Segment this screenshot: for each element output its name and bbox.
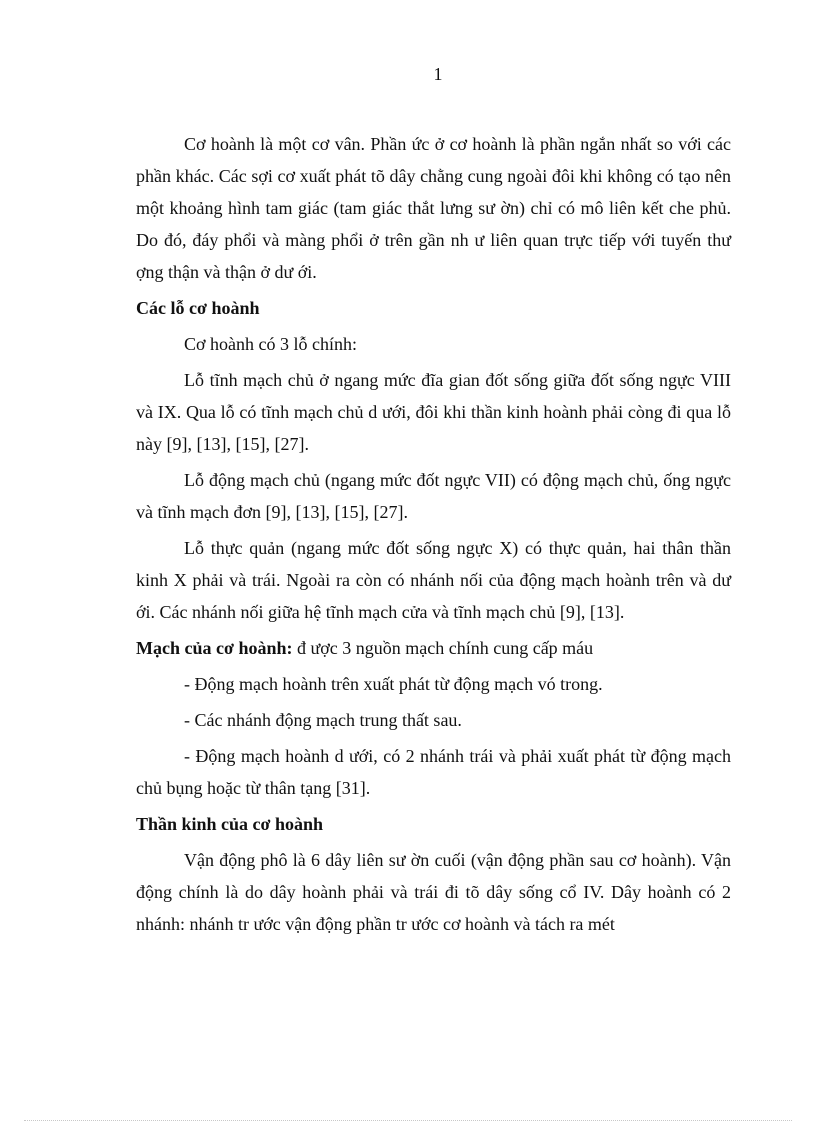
heading-blood-supply-line [136, 632, 731, 664]
blood-supply-description: đ ược 3 nguồn mạch chính cung cấp máu [292, 638, 594, 658]
paragraph-nerve-supply: Vận động phô là 6 dây liên sư ờn cuối (vận động phần sau cơ hoành). Vận động chính là do dây hoành phải và trái đi tõ dây sống cổ IV. Dây hoành có 2 nhánh: nhánh tr ước vận động phần tr ước cơ hoành và tách ra mét [136, 850, 731, 934]
bullet-inferior-phrenic-artery: - Động mạch hoành d ưới, có 2 nhánh trái và phải xuất phát từ động mạch chủ bụng hoặc từ thân tạng [31]. [136, 746, 731, 798]
paragraph-three-openings: Cơ hoành có 3 lỗ chính: [184, 334, 357, 354]
page-bottom-rule [24, 1120, 792, 1121]
heading-diaphragm-openings: Các lỗ cơ hoành [136, 298, 260, 318]
page-number: 1 [433, 64, 443, 84]
paragraph-esophageal-opening: Lỗ thực quản (ngang mức đốt sống ngực X) có thực quản, hai thân thần kinh X phải và trái. Ngoài ra còn có nhánh nối của động mạch hoành trên và dư ới. Các nhánh nối giữa hệ tĩnh mạch cửa và tĩnh mạch chủ [9], [13]. [136, 538, 731, 622]
bullet-superior-phrenic-artery: - Động mạch hoành trên xuất phát từ động mạch vó trong. [184, 674, 603, 694]
heading-diaphragm-nerves: Thần kinh của cơ hoành [136, 814, 324, 834]
heading-blood-supply: Mạch của cơ hoành: [136, 638, 293, 658]
paragraph-diaphragm-intro: Cơ hoành là một cơ vân. Phần ức ở cơ hoành là phần ngắn nhất so với các phần khác. Các sợi cơ xuất phát tõ dây chằng cung ngoài đôi khi không có tạo nên một khoảng hình tam giác (tam giác thắt lưng sư ờn) chỉ có mô liên kết che phủ. Do đó, đáy phổi và màng phổi ở trên gần nh ư liên quan trực tiếp với tuyến thư ợng thận và thận ở dư ới. [136, 134, 731, 282]
body-text [136, 128, 731, 944]
paragraph-vena-cava-opening: Lỗ tĩnh mạch chủ ở ngang mức đĩa gian đốt sống giữa đốt sống ngực VIII và IX. Qua lỗ có tĩnh mạch chủ d ưới, đôi khi thần kinh hoành phải còng đi qua lỗ này [9], [13], [15], [27]. [136, 370, 731, 454]
bullet-mediastinal-branches: - Các nhánh động mạch trung thất sau. [184, 710, 462, 730]
paragraph-aortic-opening: Lỗ động mạch chủ (ngang mức đốt ngực VII) có động mạch chủ, ống ngực và tĩnh mạch đơn [9], [13], [15], [27]. [136, 470, 731, 522]
